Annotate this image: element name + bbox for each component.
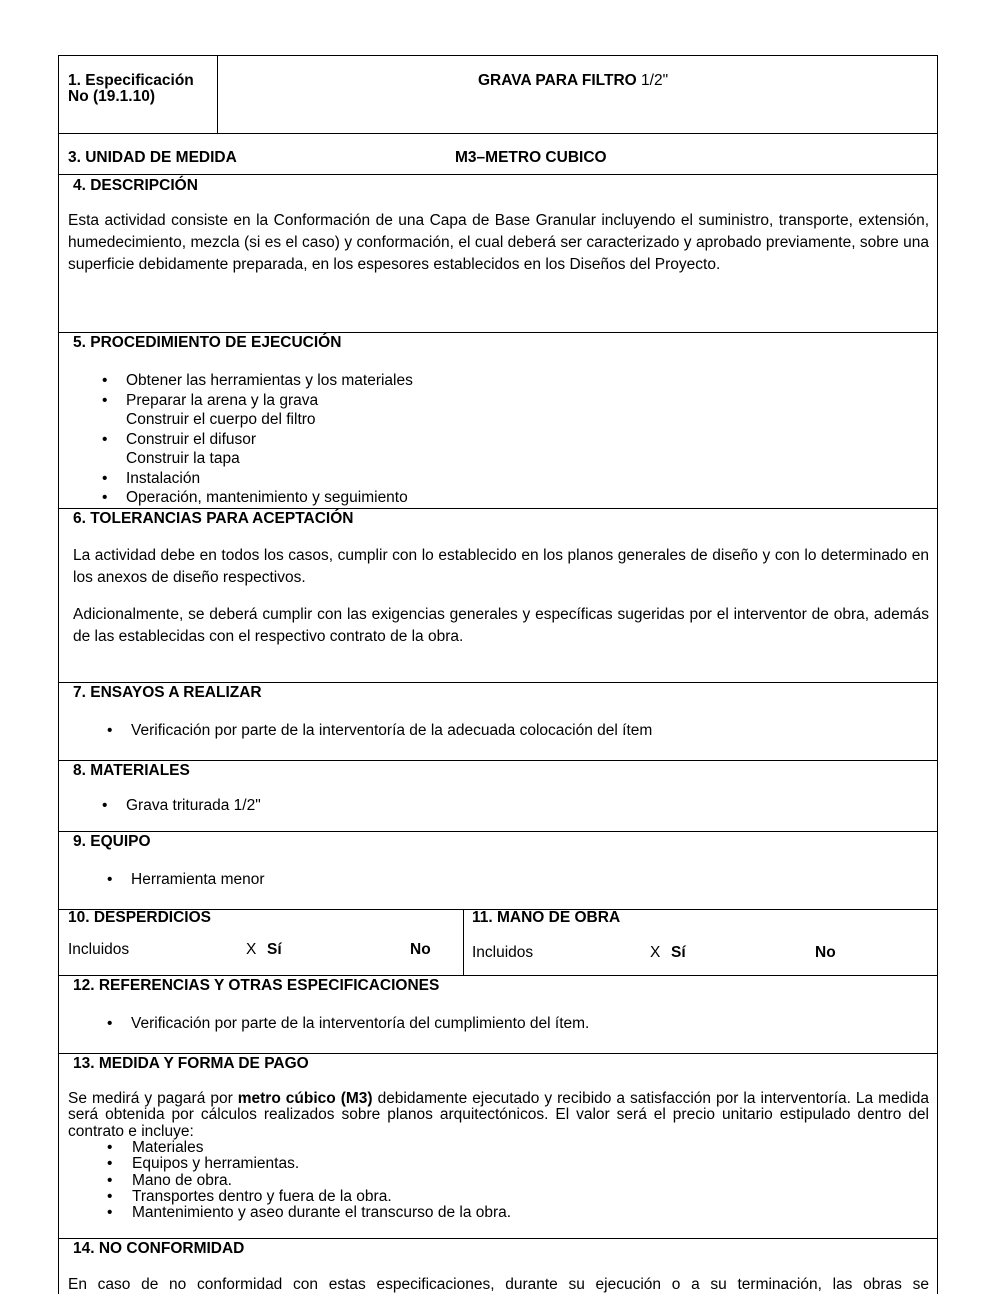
- spec-title-bold: GRAVA PARA FILTRO: [478, 72, 637, 89]
- labor-no-option: No: [815, 944, 836, 961]
- description-text: Esta actividad consiste en la Conformación de una Capa de Base Granular incluyendo el suministro, transporte, extensión, humedecimiento, mezcla (si es el caso) y conformación, el cual deberá ser caracterizado y aprobado previamente, sobre una superficie debidamente preparada, en los espesores establecidos en los Diseños del Proyecto.: [68, 212, 929, 273]
- references-list: [99, 1014, 589, 1034]
- materials-list: [94, 796, 261, 816]
- tolerances-heading: 6. TOLERANCIAS PARA ACEPTACIÓN: [73, 510, 354, 527]
- list-item: • Construir el difusor: [94, 430, 413, 450]
- materials-heading: 8. MATERIALES: [73, 762, 190, 779]
- waste-check-mark: X: [246, 941, 257, 958]
- list-item: • Verificación por parte de la interventoría de la adecuada colocación del ítem: [99, 721, 652, 741]
- list-item: • Instalación: [94, 469, 413, 489]
- waste-heading: 10. DESPERDICIOS: [68, 909, 211, 926]
- equipment-list: [99, 870, 265, 890]
- list-item: • Herramienta menor: [99, 870, 265, 890]
- payment-text-bold: metro cúbico (M3): [237, 1090, 373, 1107]
- list-item: • Operación, mantenimiento y seguimiento: [94, 488, 413, 508]
- payment-text-b: debidamente ejecutado y recibido a satisfacción por la interventoría. La medida será obtenida por cálculos realizados sobre planos arquitectónicos. El valor será el precio unitario estipulado dentro del contrato e incluye:: [68, 1090, 929, 1140]
- spec-label-line1: 1. Especificación: [68, 72, 194, 89]
- labor-check-mark: X: [650, 944, 661, 961]
- tests-row: [59, 682, 937, 760]
- tolerances-paragraph-2: Adicionalmente, se deberá cumplir con las exigencias generales y específicas sugeridas por el interventor de obra, además de las establecidas con el respectivo contrato de la obra.: [73, 606, 929, 645]
- specification-sheet: [58, 55, 938, 1294]
- nonconformity-text: En caso de no conformidad con estas especificaciones, durante su ejecución o a su terminación, las obras se: [68, 1276, 929, 1293]
- waste-yes-option: Sí: [267, 941, 282, 958]
- labor-included-label: Incluidos: [472, 944, 534, 961]
- equipment-heading: 9. EQUIPO: [73, 833, 151, 850]
- equipment-row: [59, 831, 937, 909]
- payment-list: [99, 1140, 511, 1221]
- tests-list: [99, 721, 652, 741]
- description-heading: 4. DESCRIPCIÓN: [73, 177, 198, 194]
- procedure-row: [59, 332, 937, 508]
- list-item: • Materiales: [99, 1140, 511, 1156]
- spec-number-label: [68, 73, 194, 105]
- tolerances-row: [59, 508, 937, 682]
- list-item: • Equipos y herramientas.: [99, 1156, 511, 1172]
- references-heading: 12. REFERENCIAS Y OTRAS ESPECIFICACIONES: [73, 977, 440, 994]
- unit-row: [59, 133, 937, 174]
- list-item: • Verificación por parte de la interventoría del cumplimiento del ítem.: [99, 1014, 589, 1034]
- column-divider: [217, 56, 218, 133]
- payment-text-a: Se medirá y pagará por: [68, 1090, 238, 1107]
- tolerances-paragraph-1: La actividad debe en todos los casos, cumplir con lo establecido en los planos generales de diseño y con lo determinado en los anexos de diseño respectivos.: [73, 547, 929, 586]
- nonconformity-row: [59, 1238, 937, 1294]
- nonconformity-heading: 14. NO CONFORMIDAD: [73, 1240, 245, 1257]
- list-item: • Grava triturada 1/2": [94, 796, 261, 816]
- description-row: [59, 174, 937, 332]
- unit-value: M3–METRO CUBICO: [455, 149, 607, 166]
- payment-heading: 13. MEDIDA Y FORMA DE PAGO: [73, 1055, 309, 1072]
- waste-no-option: No: [410, 941, 431, 958]
- references-row: [59, 975, 937, 1053]
- list-item: • Mano de obra.: [99, 1173, 511, 1189]
- list-item: Construir el cuerpo del filtro: [126, 411, 316, 428]
- payment-text: [68, 1091, 929, 1140]
- spec-title-rest: 1/2": [636, 72, 669, 89]
- procedure-heading: 5. PROCEDIMIENTO DE EJECUCIÓN: [73, 334, 342, 351]
- labor-heading: 11. MANO DE OBRA: [472, 909, 621, 926]
- column-divider: [463, 910, 464, 975]
- waste-labor-row: [59, 909, 937, 975]
- materials-row: [59, 760, 937, 831]
- payment-row: [59, 1053, 937, 1238]
- spec-title: [478, 72, 668, 90]
- list-item: • Preparar la arena y la grava: [94, 391, 413, 411]
- unit-heading: 3. UNIDAD DE MEDIDA: [68, 149, 237, 166]
- tests-heading: 7. ENSAYOS A REALIZAR: [73, 684, 262, 701]
- list-item: Construir la tapa: [126, 450, 240, 467]
- spec-label-line2: No (19.1.10): [68, 88, 156, 105]
- waste-included-label: Incluidos: [68, 941, 130, 958]
- list-item: • Mantenimiento y aseo durante el transcurso de la obra.: [99, 1205, 511, 1221]
- labor-yes-option: Sí: [671, 944, 686, 961]
- list-item: • Transportes dentro y fuera de la obra.: [99, 1189, 511, 1205]
- spec-header-row: [59, 56, 937, 133]
- procedure-list: [94, 371, 413, 508]
- list-item: • Obtener las herramientas y los materiales: [94, 371, 413, 391]
